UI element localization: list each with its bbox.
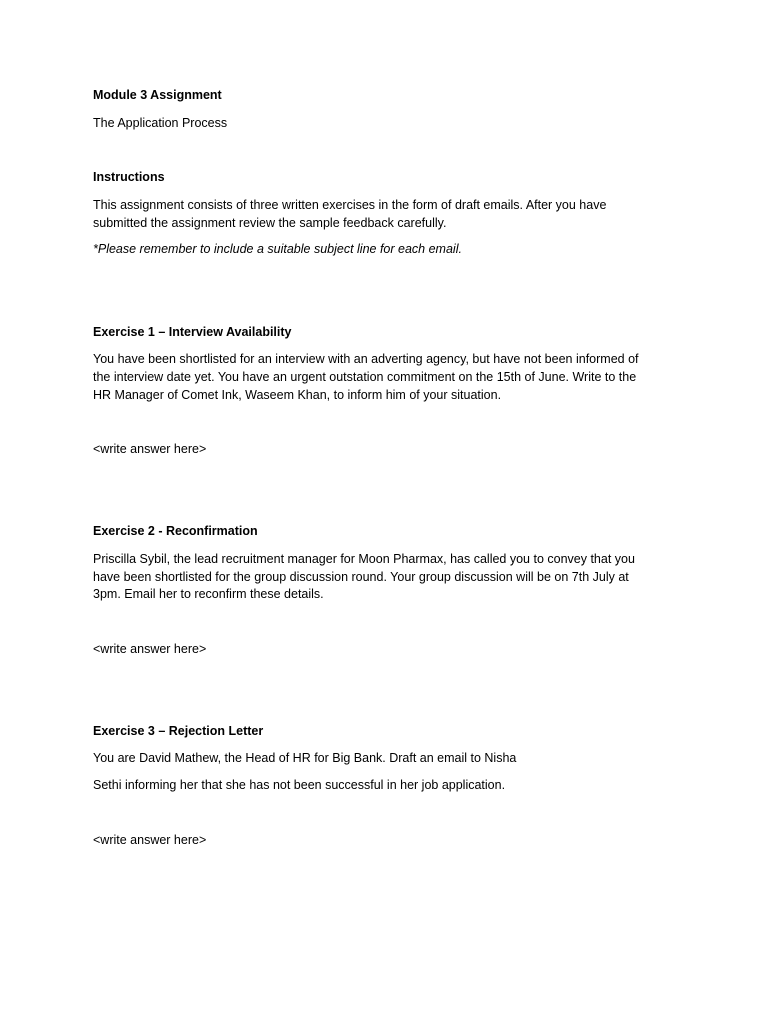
instructions-line-2: submitted the assignment review the sample feedback carefully. [93,216,447,230]
exercise-1-line-3: HR Manager of Comet Ink, Waseem Khan, to inform him of your situation. [93,388,502,402]
exercise-3-heading: Exercise 3 – Rejection Letter [93,724,264,738]
exercise-2-line-2: have been shortlisted for the group discussion round. Your group discussion will be on 7th July at [93,570,629,584]
exercise-1-line-2: the interview date yet. You have an urgent outstation commitment on the 15th of June. Write to the [93,370,637,384]
exercise-2-answer-placeholder[interactable]: <write answer here> [93,642,207,656]
instructions-note: *Please remember to include a suitable subject line for each email. [93,242,462,256]
exercise-1-answer-placeholder[interactable]: <write answer here> [93,442,207,456]
exercise-2-line-3: 3pm. Email her to reconfirm these details. [93,587,324,601]
instructions-heading: Instructions [93,170,165,184]
exercise-2-line-1: Priscilla Sybil, the lead recruitment manager for Moon Pharmax, has called you to convey that you [93,552,635,566]
exercise-3-line-1: You are David Mathew, the Head of HR for Big Bank. Draft an email to Nisha [93,751,517,765]
exercise-2-heading: Exercise 2 - Reconfirmation [93,524,258,538]
module-subtitle: The Application Process [93,116,228,130]
exercise-3-line-2: Sethi informing her that she has not been successful in her job application. [93,778,506,792]
exercise-1-heading: Exercise 1 – Interview Availability [93,325,292,339]
instructions-line-1: This assignment consists of three written exercises in the form of draft emails. After you have [93,198,607,212]
module-title: Module 3 Assignment [93,88,222,102]
exercise-1-line-1: You have been shortlisted for an interview with an adverting agency, but have not been informed of [93,352,639,366]
exercise-3-answer-placeholder[interactable]: <write answer here> [93,833,207,847]
